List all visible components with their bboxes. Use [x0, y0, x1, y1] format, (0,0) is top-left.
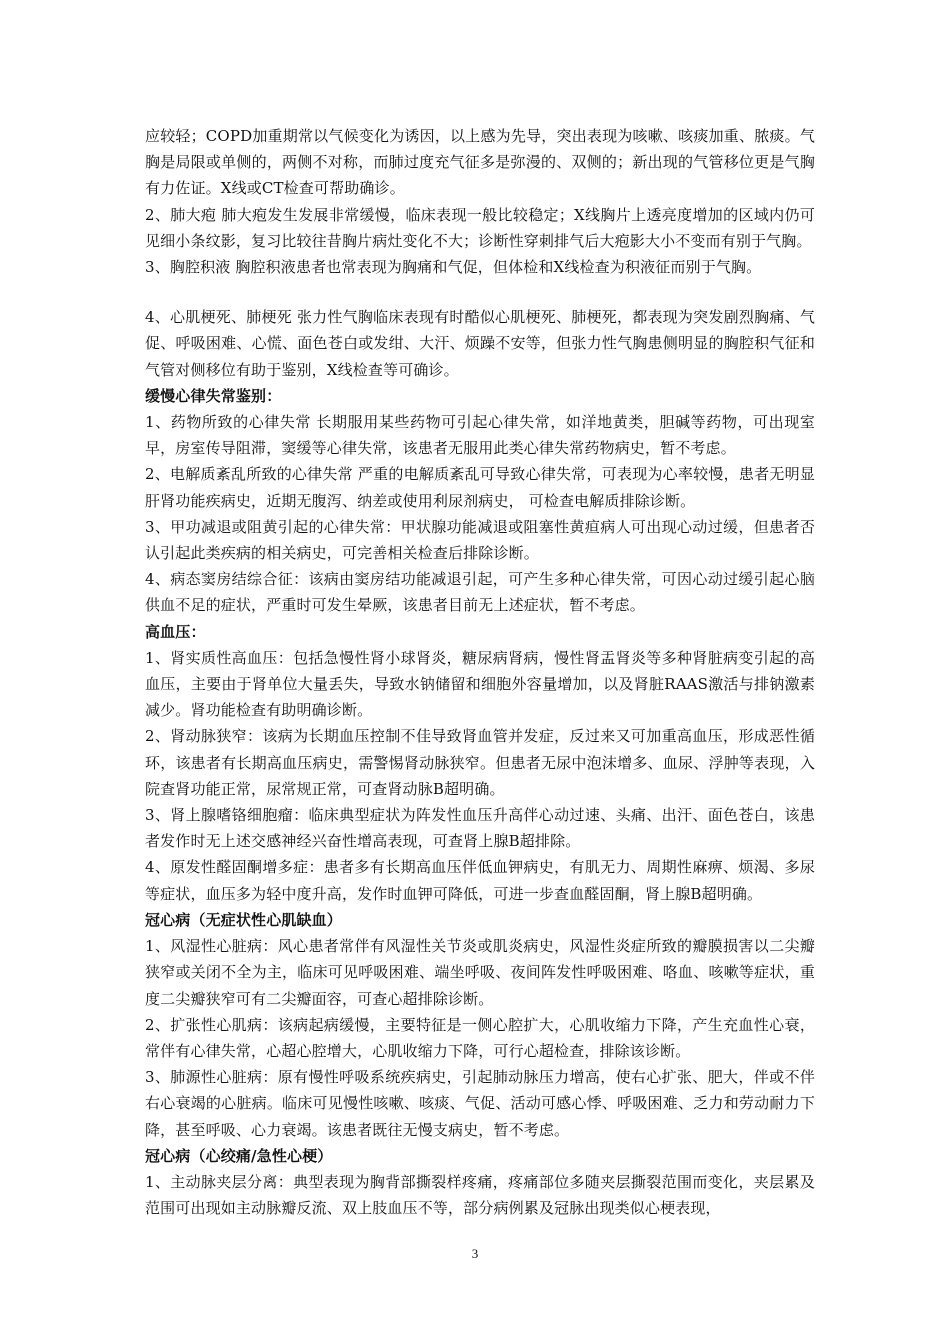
body-paragraph: 应较轻；COPD加重期常以气候变化为诱因，以上感为先导，突出表现为咳嗽、咳痰加重、脓痰。气胸是局限或单侧的，两侧不对称，而肺过度充气征多是弥漫的、双侧的；新出现的气管移位更是气胸有力佐证。X线或CT检查可帮助确诊。	[145, 127, 815, 198]
body-paragraph: 3、胸腔积液 胸腔积液患者也常表现为胸痛和气促，但体检和X线检查为积液征而别于气胸。	[145, 258, 762, 277]
body-paragraph: 1、肾实质性高血压：包括急慢性肾小球肾炎，糖尿病肾病，慢性肾盂肾炎等多种肾脏病变引起的高血压，主要由于肾单位大量丢失，导致水钠储留和细胞外容量增加，以及肾脏RAAS激活与排钠激素减少。肾功能检查有助明确诊断。	[145, 648, 815, 720]
body-paragraph: 2、扩张性心肌病：该病起病缓慢，主要特征是一侧心腔扩大，心肌收缩力下降，产生充血性心衰，常伴有心律失常，心超心腔增大，心肌收缩力下降，可行心超检查，排除该诊断。	[145, 1015, 815, 1060]
section-heading: 冠心病（心绞痛/急性心梗）	[145, 1146, 333, 1165]
body-paragraph: 2、肺大疱 肺大疱发生发展非常缓慢，临床表现一般比较稳定；X线胸片上透亮度增加的区域内仍可见细小条纹影，复习比较往昔胸片病灶变化不大；诊断性穿刺排气后大疱影大小不变而有别于气胸。	[145, 205, 815, 250]
body-paragraph: 4、病态窦房结综合征：该病由窦房结功能减退引起，可产生多种心律失常，可因心动过缓引起心脑供血不足的症状，严重时可发生晕厥，该患者目前无上述症状，暂不考虑。	[145, 570, 815, 615]
section-heading: 冠心病（无症状性心肌缺血）	[145, 910, 342, 929]
body-paragraph: 3、肺源性心脏病：原有慢性呼吸系统疾病史，引起肺动脉压力增高，使右心扩张、肥大，伴或不伴右心衰竭的心脏病。临床可见慢性咳嗽、咳痰、气促、活动可感心悸、呼吸困难、乏力和劳动耐力下降，甚至呼吸、心力衰竭。该患者既往无慢支病史，暂不考虑。	[145, 1068, 815, 1139]
section-heading: 缓慢心律失常鉴别：	[145, 386, 282, 405]
body-paragraph: 4、心肌梗死、肺梗死 张力性气胸临床表现有时酷似心肌梗死、肺梗死，都表现为突发剧烈胸痛、气促、呼吸困难、心慌、面色苍白或发绀、大汗、烦躁不安等，但张力性气胸患侧明显的胸腔积气征和气管对侧移位有助于鉴别，X线检查等可确诊。	[145, 308, 815, 379]
body-paragraph: 2、肾动脉狭窄：该病为长期血压控制不佳导致肾血管并发症，反过来又可加重高血压，形成恶性循环，该患者有长期高血压病史，需警惕肾动脉狭窄。但患者无尿中泡沫增多、血尿、浮肿等表现，入院查肾功能正常，尿常规正常，可查肾动脉B超明确。	[145, 727, 815, 798]
body-paragraph: 3、甲功减退或阻黄引起的心律失常：甲状腺功能减退或阻塞性黄疸病人可出现心动过缓，但患者否认引起此类疾病的相关病史，可完善相关检查后排除诊断。	[145, 517, 815, 563]
body-paragraph: 3、肾上腺嗜铬细胞瘤：临床典型症状为阵发性血压升高伴心动过速、头痛、出汗、面色苍白，该患者发作时无上述交感神经兴奋性增高表现，可查肾上腺B超排除。	[145, 806, 815, 851]
body-paragraph: 1、风湿性心脏病：风心患者常伴有风湿性关节炎或肌炎病史，风湿性炎症所致的瓣膜损害以二尖瓣狭窄或关闭不全为主，临床可见呼吸困难、端坐呼吸、夜间阵发性呼吸困难、咯血、咳嗽等症状，重度二尖瓣狭窄可有二尖瓣面容，可查心超排除诊断。	[145, 937, 815, 1008]
body-paragraph: 1、主动脉夹层分离：典型表现为胸背部撕裂样疼痛，疼痛部位多随夹层撕裂范围而变化，夹层累及范围可出现如主动脉瓣反流、双上肢血压不等，部分病例累及冠脉出现类似心梗表现，	[145, 1172, 815, 1218]
document-body	[145, 123, 815, 1221]
page-number: 3	[471, 1246, 479, 1261]
body-paragraph: 4、原发性醛固酮增多症：患者多有长期高血压伴低血钾病史，有肌无力、周期性麻痹、烦渴、多尿等症状，血压多为轻中度升高，发作时血钾可降低，可进一步查血醛固酮，肾上腺B超明确。	[145, 858, 815, 903]
body-paragraph: 1、药物所致的心律失常 长期服用某些药物可引起心律失常，如洋地黄类，胆碱等药物，可出现室早，房室传导阻滞，窦缓等心律失常，该患者无服用此类心律失常药物病史，暂不考虑。	[145, 413, 815, 458]
section-heading: 高血压：	[145, 622, 206, 641]
body-paragraph: 2、电解质紊乱所致的心律失常 严重的电解质紊乱可导致心律失常，可表现为心率较慢，患者无明显肝肾功能疾病史，近期无腹泻、纳差或使用利尿剂病史， 可检查电解质排除诊断。	[145, 465, 815, 510]
